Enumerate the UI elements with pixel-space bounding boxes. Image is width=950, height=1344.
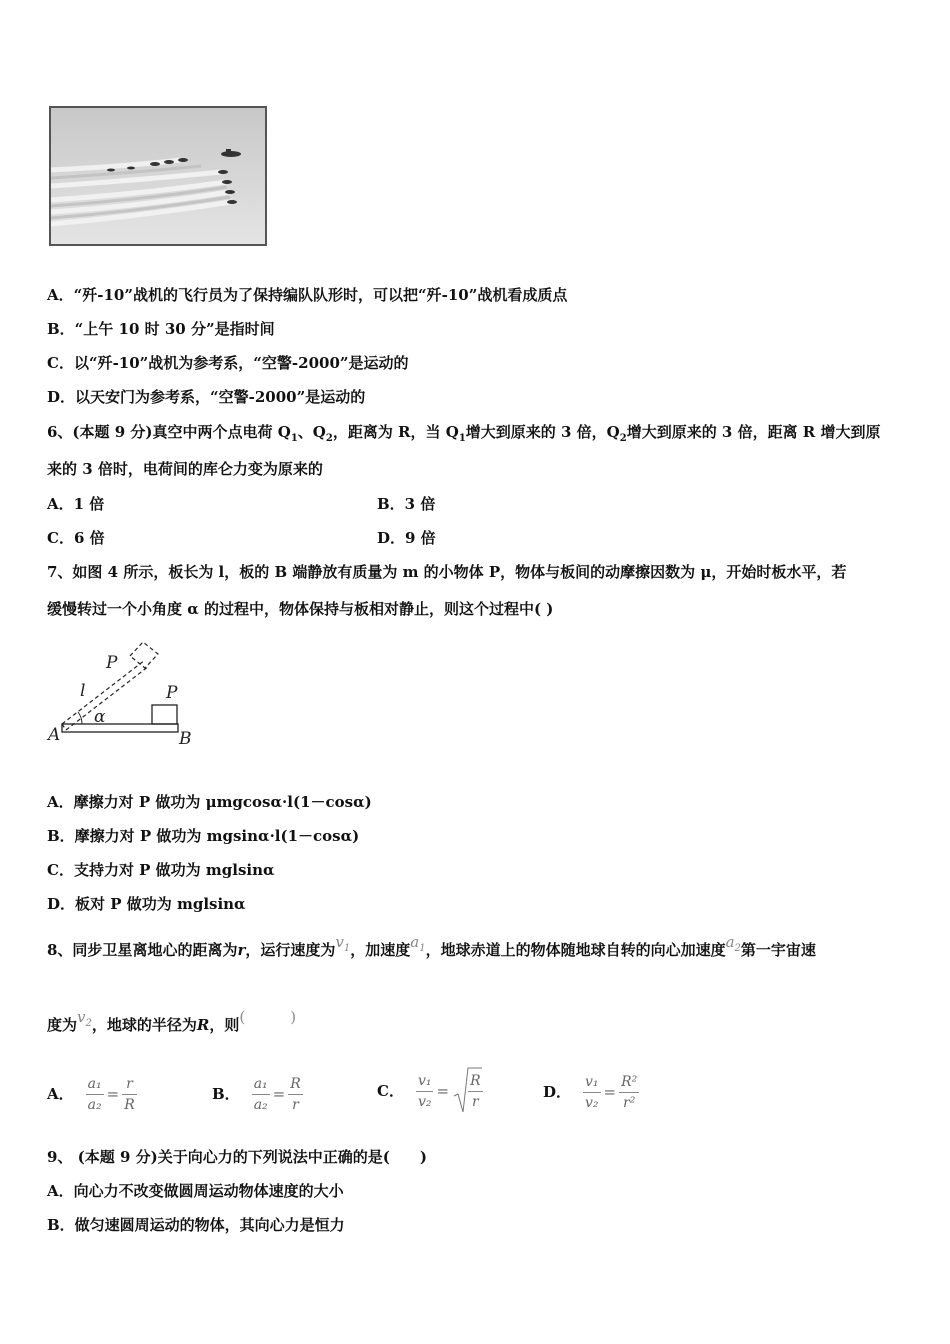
q8-option-d: D． $\frac{\text{v₁}}{\text{v₂}}$ = $\frac{\text{R²}}{\text{r²}}$: [543, 1073, 638, 1111]
q9-option-b: B．做匀速圆周运动的物体，其向心力是恒力: [47, 1216, 345, 1234]
q8-option-b: B． $\frac{\text{a₁}}{\text{a₂}}$ = $\frac{R}{r}$: [212, 1075, 301, 1113]
q5-option-b: B．“上午 10 时 30 分”是指时间: [47, 320, 275, 338]
q8-option-a: A． $\frac{\text{a₁}}{\text{a₂}}$ = $\frac{r}{R}$: [47, 1075, 135, 1113]
horizontal-board: [62, 724, 178, 732]
q6-option-b: B．3 倍: [377, 495, 436, 513]
q5-option-a: A．“歼-10”战机的飞行员为了保持编队队形时，可以把“歼-10”战机看成质点: [47, 286, 568, 304]
block-p-tilted: [130, 642, 158, 668]
q7-option-d: D．板对 P 做功为 mglsinα: [47, 895, 246, 913]
q8-stem-line2: 度为$v_2$，地球的半径为R，则( ): [47, 1008, 297, 1034]
block-p: [152, 705, 177, 724]
q6-option-a: A．1 倍: [47, 495, 105, 513]
label-alpha: α: [94, 707, 106, 727]
q7-option-a: A．摩擦力对 P 做功为 μmgcosα·l(1－cosα): [47, 793, 372, 811]
q5-option-c: C．以“歼-10”战机为参考系，“空警-2000”是运动的: [47, 354, 409, 372]
angle-arc: [78, 712, 82, 724]
label-b: B: [179, 729, 192, 749]
q6-stem-line1: 6、(本题 9 分)真空中两个点电荷 $Q_1$、$Q_2$，距离为 R，当 $Q_1$增大到原来的 3 倍，$Q_2$增大到原来的 3 倍，距离 R 增大到原: [47, 423, 881, 444]
label-a: A: [48, 725, 61, 745]
q7-option-b: B．摩擦力对 P 做功为 mgsinα·l(1－cosα): [47, 827, 360, 845]
q8-stem-line1: 8、同步卫星离地心的距离为r，运行速度为$v_1$，加速度$a_1$，地球赤道上的物体随地球自转的向心加速度$a_2$第一宇宙速: [47, 933, 816, 959]
label-l: l: [80, 681, 86, 701]
q7-stem-line1: 7、如图 4 所示，板长为 l，板的 B 端静放有质量为 m 的小物体 P，物体与板间的动摩擦因数为 μ，开始时板水平，若: [47, 563, 847, 581]
q9-option-a: A．向心力不改变做圆周运动物体速度的大小: [47, 1182, 344, 1200]
formation-jets-photo: [49, 106, 267, 246]
q9-stem: 9、 (本题 9 分)关于向心力的下列说法中正确的是( ): [47, 1148, 427, 1166]
q6-option-d: D．9 倍: [377, 529, 436, 547]
q7-stem-line2: 缓慢转过一个小角度 α 的过程中，物体保持与板相对静止，则这个过程中( ): [47, 600, 554, 618]
label-p-top: P: [106, 653, 118, 673]
q6-stem-line2: 来的 3 倍时，电荷间的库仑力变为原来的: [47, 460, 323, 478]
q7-option-c: C．支持力对 P 做功为 mglsinα: [47, 861, 275, 879]
incline-board-diagram: [44, 636, 204, 751]
q6-option-c: C．6 倍: [47, 529, 105, 547]
label-p-right: P: [166, 683, 178, 703]
q8-option-c: C． $\frac{\text{v₁}}{\text{v₂}}$ = $\frac{R}{r}$: [377, 1064, 483, 1118]
q5-option-d: D．以天安门为参考系，“空警-2000”是运动的: [47, 388, 366, 406]
